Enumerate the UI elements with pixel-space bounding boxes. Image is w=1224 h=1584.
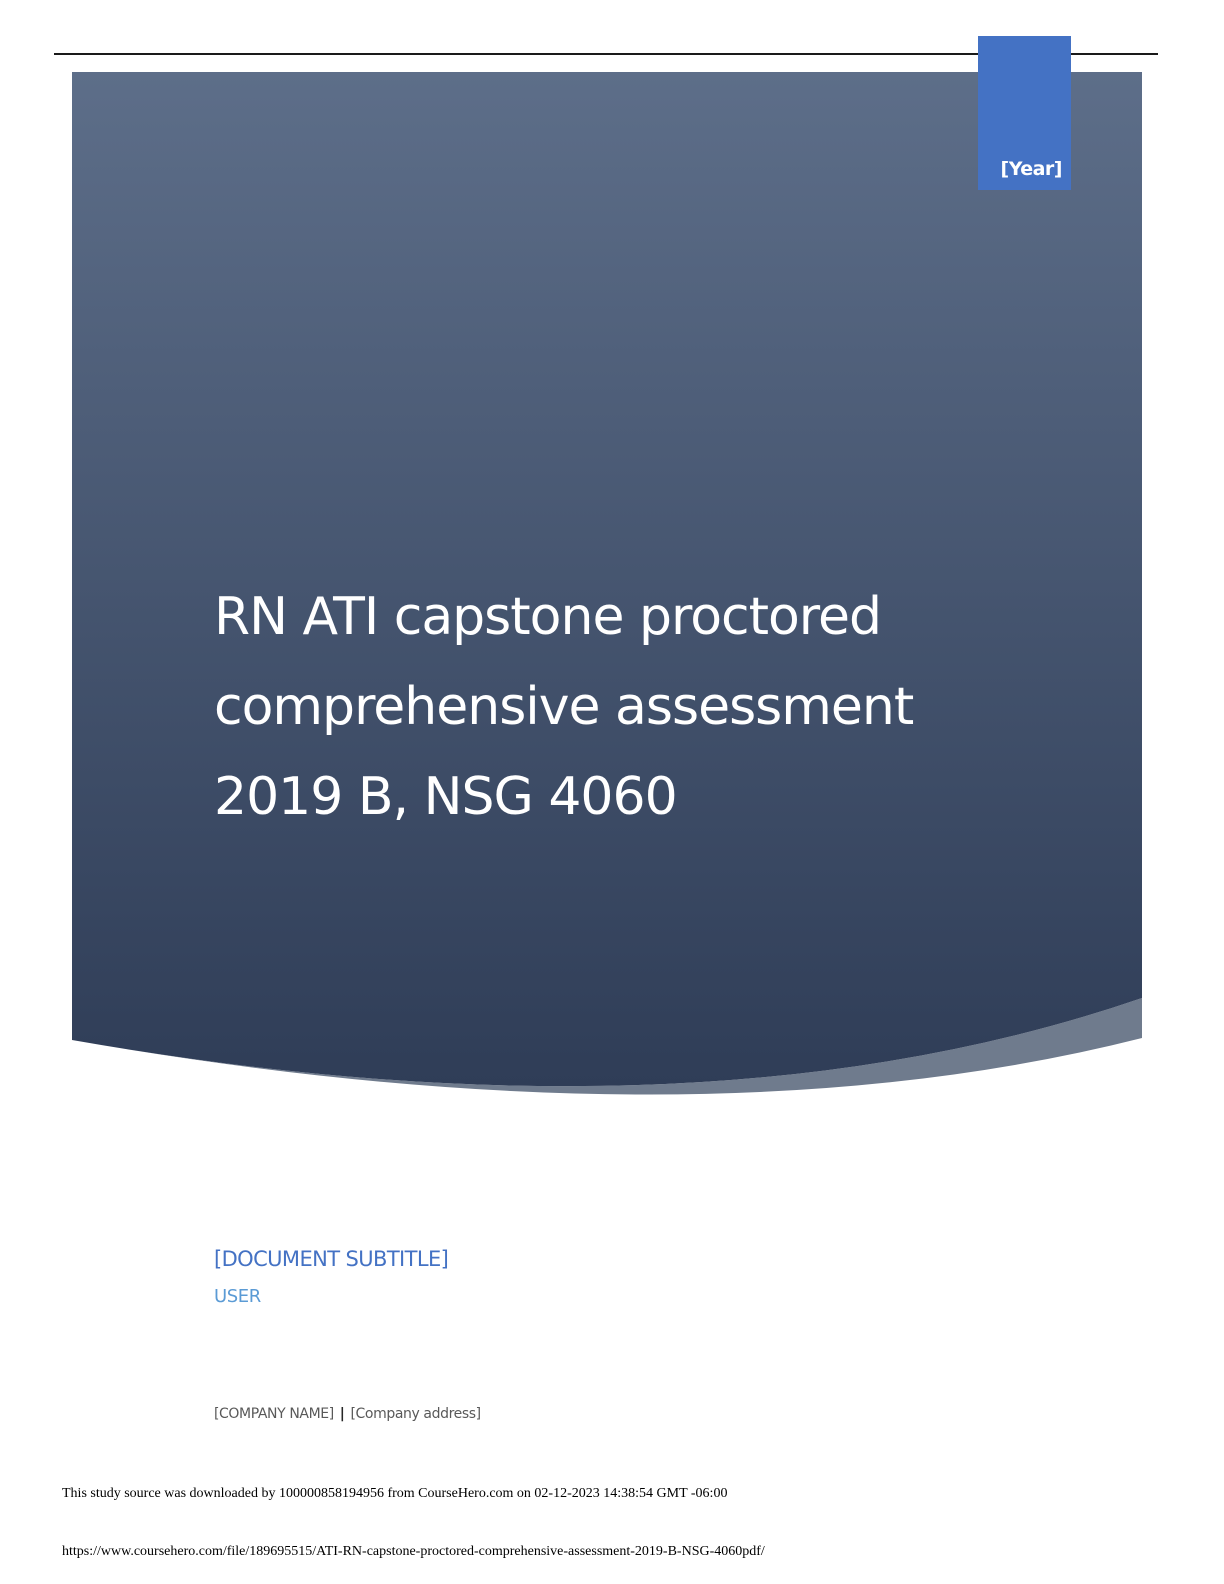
company-separator: | [339, 1406, 345, 1422]
company-address: [Company address] [350, 1406, 481, 1422]
document-subtitle: [DOCUMENT SUBTITLE] [214, 1247, 449, 1271]
company-line [214, 1406, 481, 1422]
source-url: https://www.coursehero.com/file/189695515/ATI-RN-capstone-proctored-comprehensive-assessment-2019-B-NSG-4060pdf/ [62, 1544, 765, 1559]
year-label: [Year] [1000, 158, 1062, 180]
year-tab [978, 36, 1071, 190]
download-notice: This study source was downloaded by 100000858194956 from CourseHero.com on 02-12-2023 14:38:54 GMT -06:00 [62, 1486, 728, 1501]
document-title: RN ATI capstone proctored comprehensive assessment 2019 B, NSG 4060 [214, 587, 914, 827]
company-name: [COMPANY NAME] [214, 1406, 334, 1422]
author-name: USER [214, 1286, 261, 1307]
